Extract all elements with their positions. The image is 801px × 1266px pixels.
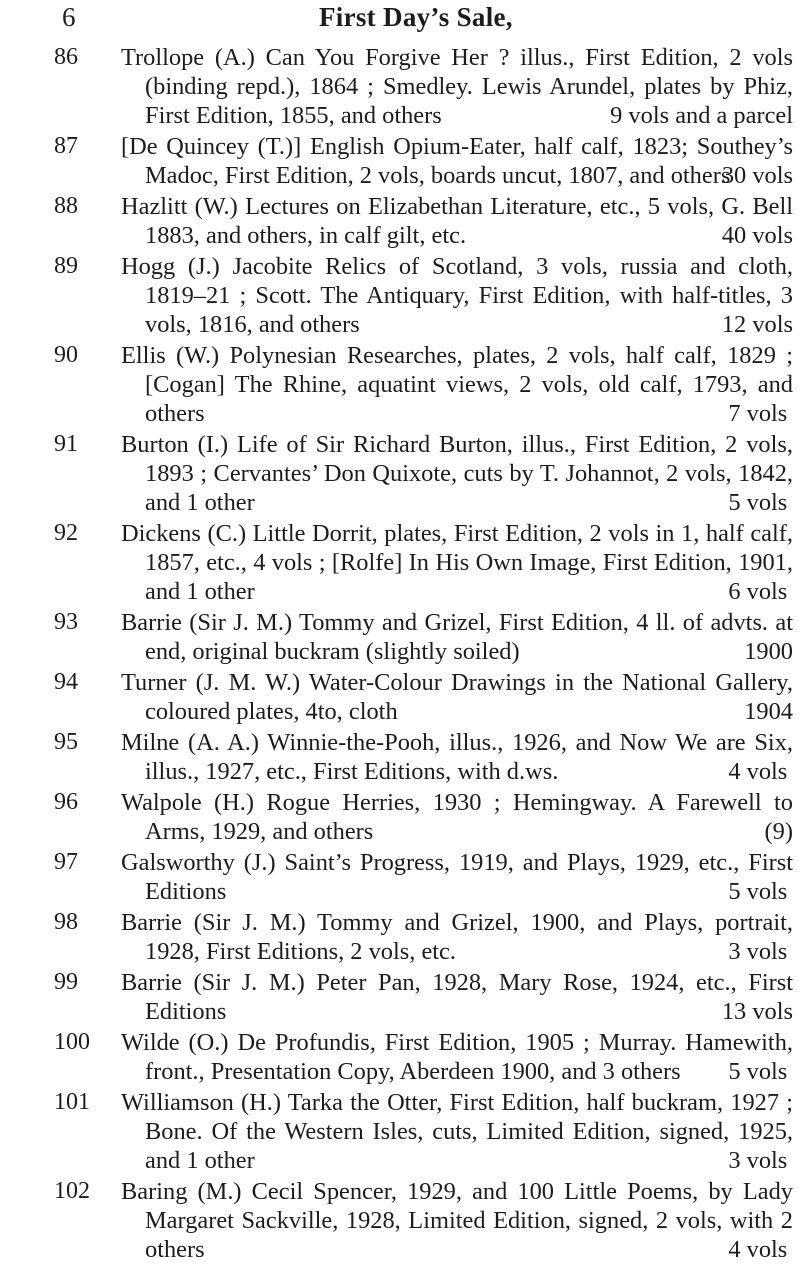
lot-number: 92 [54,520,78,546]
lot-entry [0,848,801,906]
lot-entry [0,788,801,846]
lot-text: Milne (A. A.) Winnie-the-Pooh, illus., 1926, and Now We are Six, illus., 1927, etc., First Editions, with d.ws. [121,729,793,785]
lot-text: Burton (I.) Life of Sir Richard Burton, illus., First Edition, 2 vols, 1893 ; Cervantes’ Don Quixote, cuts by T. Johannot, 2 vols, 1842, and 1 other [121,431,793,516]
lot-quantity: 1904 [744,698,793,725]
lot-number: 87 [54,133,78,159]
lot-text: Baring (M.) Cecil Spencer, 1929, and 100 Little Poems, by Lady Margaret Sackville, 1928, Limited Edition, signed, 2 vols, with 2 others [121,1178,793,1263]
lot-text: Hazlitt (W.) Lectures on Elizabethan Literature, etc., 5 vols, G. Bell 1883, and others, in calf gilt, etc. [121,193,793,249]
lot-quantity: 6 vols [728,578,788,605]
lot-entry [0,608,801,666]
lot-text: Barrie (Sir J. M.) Tommy and Grizel, First Edition, 4 ll. of advts. at end, original buckram (slightly soiled) [121,609,793,665]
lot-number: 89 [54,253,78,279]
lot-quantity: 9 vols and a parcel [610,102,793,129]
lot-number: 86 [54,44,78,70]
lot-description [121,908,793,966]
lot-entry [0,43,801,130]
lot-number: 90 [54,342,78,368]
lot-text: Ellis (W.) Polynesian Researches, plates, 2 vols, half calf, 1829 ; [Cogan] The Rhine, aquatint views, 2 vols, old calf, 1793, and others [121,342,793,427]
lot-description [121,341,793,428]
lot-quantity: 3 vols [728,1147,788,1174]
lot-text: Barrie (Sir J. M.) Peter Pan, 1928, Mary Rose, 1924, etc., First Editions [121,969,793,1025]
lot-description [121,519,793,606]
lot-entry [0,908,801,966]
lot-description [121,1177,793,1264]
lot-quantity: 40 vols [721,222,793,249]
lot-description [121,668,793,726]
lot-description [121,728,793,786]
lot-entry [0,968,801,1026]
lot-description [121,968,793,1026]
lot-number: 93 [54,609,78,635]
lot-quantity: 5 vols [728,489,788,516]
lot-description [121,430,793,517]
lot-text: Galsworthy (J.) Saint’s Progress, 1919, and Plays, 1929, etc., First Editions [121,849,793,905]
lot-text: Wilde (O.) De Profundis, First Edition, 1905 ; Murray. Hamewith, front., Presentation Copy, Aberdeen 1900, and 3 others [121,1029,793,1085]
lot-number: 102 [54,1178,90,1204]
lot-description [121,1028,793,1086]
running-title: First Day’s Sale, [319,2,513,32]
lot-list [0,43,801,1266]
lot-text: Barrie (Sir J. M.) Tommy and Grizel, 1900, and Plays, portrait, 1928, First Editions, 2 vols, etc. [121,909,793,965]
lot-entry [0,252,801,339]
lot-number: 95 [54,729,78,755]
lot-quantity: (9) [764,818,793,845]
lot-entry [0,430,801,517]
lot-quantity: 13 vols [721,998,793,1025]
lot-number: 101 [54,1089,90,1115]
lot-entry [0,1177,801,1264]
lot-quantity: 1900 [744,638,793,665]
lot-number: 98 [54,909,78,935]
lot-description [121,608,793,666]
lot-number: 91 [54,431,78,457]
lot-quantity: 3 vols [728,938,788,965]
lot-text: Turner (J. M. W.) Water-Colour Drawings in the National Gallery, coloured plates, 4to, cloth [121,669,793,725]
lot-text: Walpole (H.) Rogue Herries, 1930 ; Hemingway. A Farewell to Arms, 1929, and others [121,789,793,845]
lot-entry [0,668,801,726]
lot-entry [0,519,801,606]
lot-quantity: 30 vols [721,162,793,189]
lot-number: 97 [54,849,78,875]
page-number: 6 [62,2,76,32]
lot-text: Dickens (C.) Little Dorrit, plates, First Edition, 2 vols in 1, half calf, 1857, etc., 4 vols ; [Rolfe] In His Own Image, First Edition, 1901, and 1 other [121,520,793,605]
lot-quantity: 4 vols [728,758,788,785]
lot-quantity: 4 vols [728,1236,788,1263]
lot-quantity: 5 vols [728,1058,788,1085]
lot-entry [0,341,801,428]
lot-description [121,132,793,190]
lot-text: Williamson (H.) Tarka the Otter, First Edition, half buckram, 1927 ; Bone. Of the Western Isles, cuts, Limited Edition, signed, 1925, and 1 other [121,1089,793,1174]
lot-description [121,43,793,130]
lot-entry [0,192,801,250]
lot-quantity: 12 vols [721,311,793,338]
lot-number: 100 [54,1029,90,1055]
lot-quantity: 5 vols [728,878,788,905]
lot-description [121,848,793,906]
lot-number: 99 [54,969,78,995]
lot-text: Trollope (A.) Can You Forgive Her ? illus., First Edition, 2 vols (binding repd.), 1864 ; Smedley. Lewis Arundel, plates by Phiz, First Edition, 1855, and others [121,44,793,129]
lot-description [121,1088,793,1175]
lot-entry [0,132,801,190]
lot-entry [0,1028,801,1086]
lot-quantity: 7 vols [728,400,788,427]
lot-text: Hogg (J.) Jacobite Relics of Scotland, 3 vols, russia and cloth, 1819–21 ; Scott. The Antiquary, First Edition, with half-titles, 3 vols, 1816, and others [121,253,793,338]
lot-entry [0,1088,801,1175]
lot-number: 94 [54,669,78,695]
lot-number: 88 [54,193,78,219]
lot-text: [De Quincey (T.)] English Opium-Eater, half calf, 1823; Southey’s Madoc, First Edition, 2 vols, boards uncut, 1807, and others [121,133,793,189]
lot-description [121,252,793,339]
lot-description [121,192,793,250]
lot-number: 96 [54,789,78,815]
lot-description [121,788,793,846]
lot-entry [0,728,801,786]
